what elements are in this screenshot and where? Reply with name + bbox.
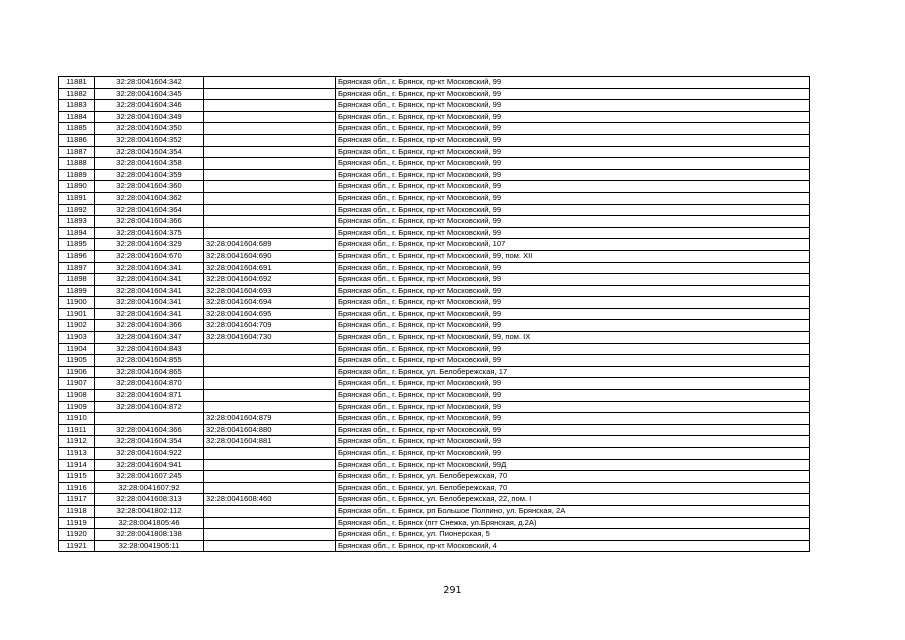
- address-cell: Брянская обл., г. Брянск, пр-кт Московский, 99: [336, 401, 810, 413]
- table-row: [59, 436, 810, 448]
- related-cadastral-number-cell: [204, 378, 336, 390]
- related-cadastral-number-cell: 32:28:0041604:709: [204, 320, 336, 332]
- address-cell: Брянская обл., г. Брянск, пр-кт Московский, 107: [336, 239, 810, 251]
- related-cadastral-number-cell: [204, 366, 336, 378]
- address-cell: Брянская обл., г. Брянск, рп Большое Полпино, ул. Брянская, 2А: [336, 505, 810, 517]
- address-cell: Брянская обл., г. Брянск, пр-кт Московский, 99: [336, 448, 810, 460]
- table-row: [59, 169, 810, 181]
- cadastral-number-cell: 32:28:0041604:358: [95, 158, 204, 170]
- cadastral-number-cell: 32:28:0041604:922: [95, 448, 204, 460]
- table-row: [59, 192, 810, 204]
- row-number-cell: 11903: [59, 332, 95, 344]
- table-row: [59, 158, 810, 170]
- row-number-cell: 11912: [59, 436, 95, 448]
- related-cadastral-number-cell: [204, 448, 336, 460]
- table-row: [59, 88, 810, 100]
- address-cell: Брянская обл., г. Брянск, пр-кт Московский, 99: [336, 88, 810, 100]
- related-cadastral-number-cell: [204, 540, 336, 552]
- table-row: [59, 448, 810, 460]
- table-row: [59, 332, 810, 344]
- related-cadastral-number-cell: 32:28:0041604:881: [204, 436, 336, 448]
- cadastral-number-cell: 32:28:0041604:359: [95, 169, 204, 181]
- row-number-cell: 11910: [59, 413, 95, 425]
- table-row: [59, 111, 810, 123]
- row-number-cell: 11899: [59, 285, 95, 297]
- table-row: [59, 239, 810, 251]
- table-row: [59, 181, 810, 193]
- cadastral-number-cell: 32:28:0041604:341: [95, 308, 204, 320]
- cadastral-number-cell: 32:28:0041604:341: [95, 274, 204, 286]
- address-cell: Брянская обл., г. Брянск, ул. Белобережская, 17: [336, 366, 810, 378]
- row-number-cell: 11905: [59, 355, 95, 367]
- address-cell: Брянская обл., г. Брянск, пр-кт Московский, 99: [336, 216, 810, 228]
- address-cell: Брянская обл., г. Брянск, ул. Белобережская, 70: [336, 471, 810, 483]
- address-cell: Брянская обл., г. Брянск, пр-кт Московский, 99: [336, 424, 810, 436]
- cadastral-number-cell: 32:28:0041604:345: [95, 88, 204, 100]
- row-number-cell: 11909: [59, 401, 95, 413]
- cadastral-number-cell: 32:28:0041604:360: [95, 181, 204, 193]
- address-cell: Брянская обл., г. Брянск, пр-кт Московский, 99: [336, 378, 810, 390]
- cadastral-number-cell: 32:28:0041604:843: [95, 343, 204, 355]
- table-row: [59, 390, 810, 402]
- row-number-cell: 11890: [59, 181, 95, 193]
- related-cadastral-number-cell: [204, 123, 336, 135]
- address-cell: Брянская обл., г. Брянск, пр-кт Московский, 99: [336, 355, 810, 367]
- cadastral-number-cell: 32:28:0041604:354: [95, 436, 204, 448]
- property-register-table: [58, 76, 810, 552]
- cadastral-number-cell: 32:28:0041604:352: [95, 134, 204, 146]
- address-cell: Брянская обл., г. Брянск, пр-кт Московский, 99: [336, 436, 810, 448]
- related-cadastral-number-cell: 32:28:0041604:689: [204, 239, 336, 251]
- table-body: [59, 77, 810, 552]
- cadastral-number-cell: 32:28:0041604:872: [95, 401, 204, 413]
- row-number-cell: 11891: [59, 192, 95, 204]
- table-row: [59, 227, 810, 239]
- related-cadastral-number-cell: 32:28:0041604:880: [204, 424, 336, 436]
- address-cell: Брянская обл., г. Брянск, пр-кт Московский, 99Д: [336, 459, 810, 471]
- address-cell: Брянская обл., г. Брянск, пр-кт Московский, 99: [336, 158, 810, 170]
- row-number-cell: 11892: [59, 204, 95, 216]
- table-row: [59, 308, 810, 320]
- row-number-cell: 11921: [59, 540, 95, 552]
- cadastral-number-cell: 32:28:0041905:11: [95, 540, 204, 552]
- row-number-cell: 11907: [59, 378, 95, 390]
- row-number-cell: 11897: [59, 262, 95, 274]
- address-cell: Брянская обл., г. Брянск, пр-кт Московский, 99: [336, 146, 810, 158]
- cadastral-number-cell: 32:28:0041604:347: [95, 332, 204, 344]
- related-cadastral-number-cell: [204, 204, 336, 216]
- related-cadastral-number-cell: [204, 158, 336, 170]
- table-row: [59, 216, 810, 228]
- address-cell: Брянская обл., г. Брянск, пр-кт Московский, 99: [336, 181, 810, 193]
- related-cadastral-number-cell: [204, 77, 336, 89]
- table-row: [59, 297, 810, 309]
- address-cell: Брянская обл., г. Брянск, пр-кт Московский, 99: [336, 285, 810, 297]
- address-cell: Брянская обл., г. Брянск, пр-кт Московский, 99, пом. XII: [336, 250, 810, 262]
- cadastral-number-cell: 32:28:0041802:112: [95, 505, 204, 517]
- related-cadastral-number-cell: [204, 517, 336, 529]
- cadastral-number-cell: 32:28:0041604:870: [95, 378, 204, 390]
- address-cell: Брянская обл., г. Брянск, пр-кт Московский, 99: [336, 204, 810, 216]
- table-row: [59, 77, 810, 89]
- cadastral-number-cell: 32:28:0041604:362: [95, 192, 204, 204]
- related-cadastral-number-cell: [204, 401, 336, 413]
- related-cadastral-number-cell: [204, 227, 336, 239]
- address-cell: Брянская обл., г. Брянск, ул. Белобережская, 22, пом. I: [336, 494, 810, 506]
- table-row: [59, 262, 810, 274]
- cadastral-number-cell: 32:28:0041808:138: [95, 529, 204, 541]
- related-cadastral-number-cell: [204, 482, 336, 494]
- row-number-cell: 11884: [59, 111, 95, 123]
- related-cadastral-number-cell: [204, 216, 336, 228]
- related-cadastral-number-cell: [204, 111, 336, 123]
- related-cadastral-number-cell: 32:28:0041604:693: [204, 285, 336, 297]
- table-row: [59, 413, 810, 425]
- table-row: [59, 401, 810, 413]
- row-number-cell: 11900: [59, 297, 95, 309]
- table-row: [59, 343, 810, 355]
- row-number-cell: 11901: [59, 308, 95, 320]
- row-number-cell: 11918: [59, 505, 95, 517]
- address-cell: Брянская обл., г. Брянск, пр-кт Московский, 99: [336, 192, 810, 204]
- cadastral-number-cell: 32:28:0041604:364: [95, 204, 204, 216]
- table-row: [59, 459, 810, 471]
- row-number-cell: 11906: [59, 366, 95, 378]
- table-row: [59, 204, 810, 216]
- related-cadastral-number-cell: [204, 529, 336, 541]
- address-cell: Брянская обл., г. Брянск (пгт Снежка, ул.Брянская, д.2А): [336, 517, 810, 529]
- table-row: [59, 494, 810, 506]
- table-row: [59, 505, 810, 517]
- address-cell: Брянская обл., г. Брянск, пр-кт Московский, 99: [336, 111, 810, 123]
- row-number-cell: 11895: [59, 239, 95, 251]
- page-number: 291: [443, 585, 462, 596]
- row-number-cell: 11902: [59, 320, 95, 332]
- cadastral-number-cell: 32:28:0041604:670: [95, 250, 204, 262]
- cadastral-number-cell: 32:28:0041604:941: [95, 459, 204, 471]
- table-row: [59, 517, 810, 529]
- related-cadastral-number-cell: 32:28:0041604:695: [204, 308, 336, 320]
- table-row: [59, 482, 810, 494]
- row-number-cell: 11915: [59, 471, 95, 483]
- address-cell: Брянская обл., г. Брянск, пр-кт Московский, 99: [336, 77, 810, 89]
- row-number-cell: 11917: [59, 494, 95, 506]
- row-number-cell: 11889: [59, 169, 95, 181]
- cadastral-number-cell: 32:28:0041604:342: [95, 77, 204, 89]
- row-number-cell: 11919: [59, 517, 95, 529]
- cadastral-number-cell: 32:28:0041604:341: [95, 262, 204, 274]
- related-cadastral-number-cell: [204, 169, 336, 181]
- row-number-cell: 11893: [59, 216, 95, 228]
- cadastral-number-cell: 32:28:0041607:92: [95, 482, 204, 494]
- related-cadastral-number-cell: 32:28:0041608:460: [204, 494, 336, 506]
- row-number-cell: 11894: [59, 227, 95, 239]
- related-cadastral-number-cell: [204, 134, 336, 146]
- row-number-cell: 11887: [59, 146, 95, 158]
- row-number-cell: 11911: [59, 424, 95, 436]
- table-row: [59, 471, 810, 483]
- cadastral-number-cell: [95, 413, 204, 425]
- cadastral-number-cell: 32:28:0041604:341: [95, 285, 204, 297]
- related-cadastral-number-cell: 32:28:0041604:692: [204, 274, 336, 286]
- related-cadastral-number-cell: [204, 100, 336, 112]
- table-row: [59, 146, 810, 158]
- row-number-cell: 11882: [59, 88, 95, 100]
- address-cell: Брянская обл., г. Брянск, пр-кт Московский, 99: [336, 297, 810, 309]
- row-number-cell: 11888: [59, 158, 95, 170]
- table-row: [59, 320, 810, 332]
- table-row: [59, 285, 810, 297]
- row-number-cell: 11920: [59, 529, 95, 541]
- cadastral-number-cell: 32:28:0041607:245: [95, 471, 204, 483]
- cadastral-number-cell: 32:28:0041604:366: [95, 424, 204, 436]
- related-cadastral-number-cell: [204, 192, 336, 204]
- address-cell: Брянская обл., г. Брянск, пр-кт Московский, 99: [336, 308, 810, 320]
- cadastral-number-cell: 32:28:0041604:871: [95, 390, 204, 402]
- related-cadastral-number-cell: [204, 459, 336, 471]
- cadastral-number-cell: 32:28:0041604:349: [95, 111, 204, 123]
- address-cell: Брянская обл., г. Брянск, ул. Пионерская, 5: [336, 529, 810, 541]
- address-cell: Брянская обл., г. Брянск, пр-кт Московский, 99: [336, 100, 810, 112]
- address-cell: Брянская обл., г. Брянск, пр-кт Московский, 99: [336, 413, 810, 425]
- table-row: [59, 250, 810, 262]
- related-cadastral-number-cell: [204, 471, 336, 483]
- address-cell: Брянская обл., г. Брянск, пр-кт Московский, 99: [336, 343, 810, 355]
- related-cadastral-number-cell: [204, 181, 336, 193]
- address-cell: Брянская обл., г. Брянск, пр-кт Московский, 99: [336, 134, 810, 146]
- cadastral-number-cell: 32:28:0041604:366: [95, 216, 204, 228]
- address-cell: Брянская обл., г. Брянск, пр-кт Московский, 99, пом. IX: [336, 332, 810, 344]
- row-number-cell: 11881: [59, 77, 95, 89]
- cadastral-number-cell: 32:28:0041608:313: [95, 494, 204, 506]
- related-cadastral-number-cell: 32:28:0041604:690: [204, 250, 336, 262]
- cadastral-number-cell: 32:28:0041604:329: [95, 239, 204, 251]
- address-cell: Брянская обл., г. Брянск, пр-кт Московский, 99: [336, 320, 810, 332]
- row-number-cell: 11914: [59, 459, 95, 471]
- related-cadastral-number-cell: [204, 88, 336, 100]
- cadastral-number-cell: 32:28:0041604:375: [95, 227, 204, 239]
- related-cadastral-number-cell: [204, 505, 336, 517]
- cadastral-number-cell: 32:28:0041805:46: [95, 517, 204, 529]
- related-cadastral-number-cell: [204, 343, 336, 355]
- row-number-cell: 11898: [59, 274, 95, 286]
- table-row: [59, 366, 810, 378]
- table-row: [59, 355, 810, 367]
- related-cadastral-number-cell: [204, 146, 336, 158]
- row-number-cell: 11885: [59, 123, 95, 135]
- cadastral-number-cell: 32:28:0041604:350: [95, 123, 204, 135]
- row-number-cell: 11883: [59, 100, 95, 112]
- row-number-cell: 11916: [59, 482, 95, 494]
- table-row: [59, 123, 810, 135]
- related-cadastral-number-cell: 32:28:0041604:879: [204, 413, 336, 425]
- related-cadastral-number-cell: 32:28:0041604:691: [204, 262, 336, 274]
- cadastral-number-cell: 32:28:0041604:865: [95, 366, 204, 378]
- table-row: [59, 100, 810, 112]
- row-number-cell: 11904: [59, 343, 95, 355]
- table-row: [59, 378, 810, 390]
- table-row: [59, 134, 810, 146]
- table-row: [59, 274, 810, 286]
- related-cadastral-number-cell: 32:28:0041604:694: [204, 297, 336, 309]
- address-cell: Брянская обл., г. Брянск, пр-кт Московский, 99: [336, 169, 810, 181]
- address-cell: Брянская обл., г. Брянск, пр-кт Московский, 99: [336, 262, 810, 274]
- related-cadastral-number-cell: [204, 390, 336, 402]
- address-cell: Брянская обл., г. Брянск, пр-кт Московский, 4: [336, 540, 810, 552]
- row-number-cell: 11896: [59, 250, 95, 262]
- address-cell: Брянская обл., г. Брянск, ул. Белобережская, 70: [336, 482, 810, 494]
- address-cell: Брянская обл., г. Брянск, пр-кт Московский, 99: [336, 390, 810, 402]
- related-cadastral-number-cell: [204, 355, 336, 367]
- row-number-cell: 11908: [59, 390, 95, 402]
- table-row: [59, 424, 810, 436]
- row-number-cell: 11886: [59, 134, 95, 146]
- table-row: [59, 540, 810, 552]
- related-cadastral-number-cell: 32:28:0041604:730: [204, 332, 336, 344]
- address-cell: Брянская обл., г. Брянск, пр-кт Московский, 99: [336, 227, 810, 239]
- row-number-cell: 11913: [59, 448, 95, 460]
- address-cell: Брянская обл., г. Брянск, пр-кт Московский, 99: [336, 274, 810, 286]
- cadastral-number-cell: 32:28:0041604:354: [95, 146, 204, 158]
- address-cell: Брянская обл., г. Брянск, пр-кт Московский, 99: [336, 123, 810, 135]
- cadastral-number-cell: 32:28:0041604:341: [95, 297, 204, 309]
- cadastral-number-cell: 32:28:0041604:855: [95, 355, 204, 367]
- table-row: [59, 529, 810, 541]
- cadastral-number-cell: 32:28:0041604:366: [95, 320, 204, 332]
- cadastral-number-cell: 32:28:0041604:346: [95, 100, 204, 112]
